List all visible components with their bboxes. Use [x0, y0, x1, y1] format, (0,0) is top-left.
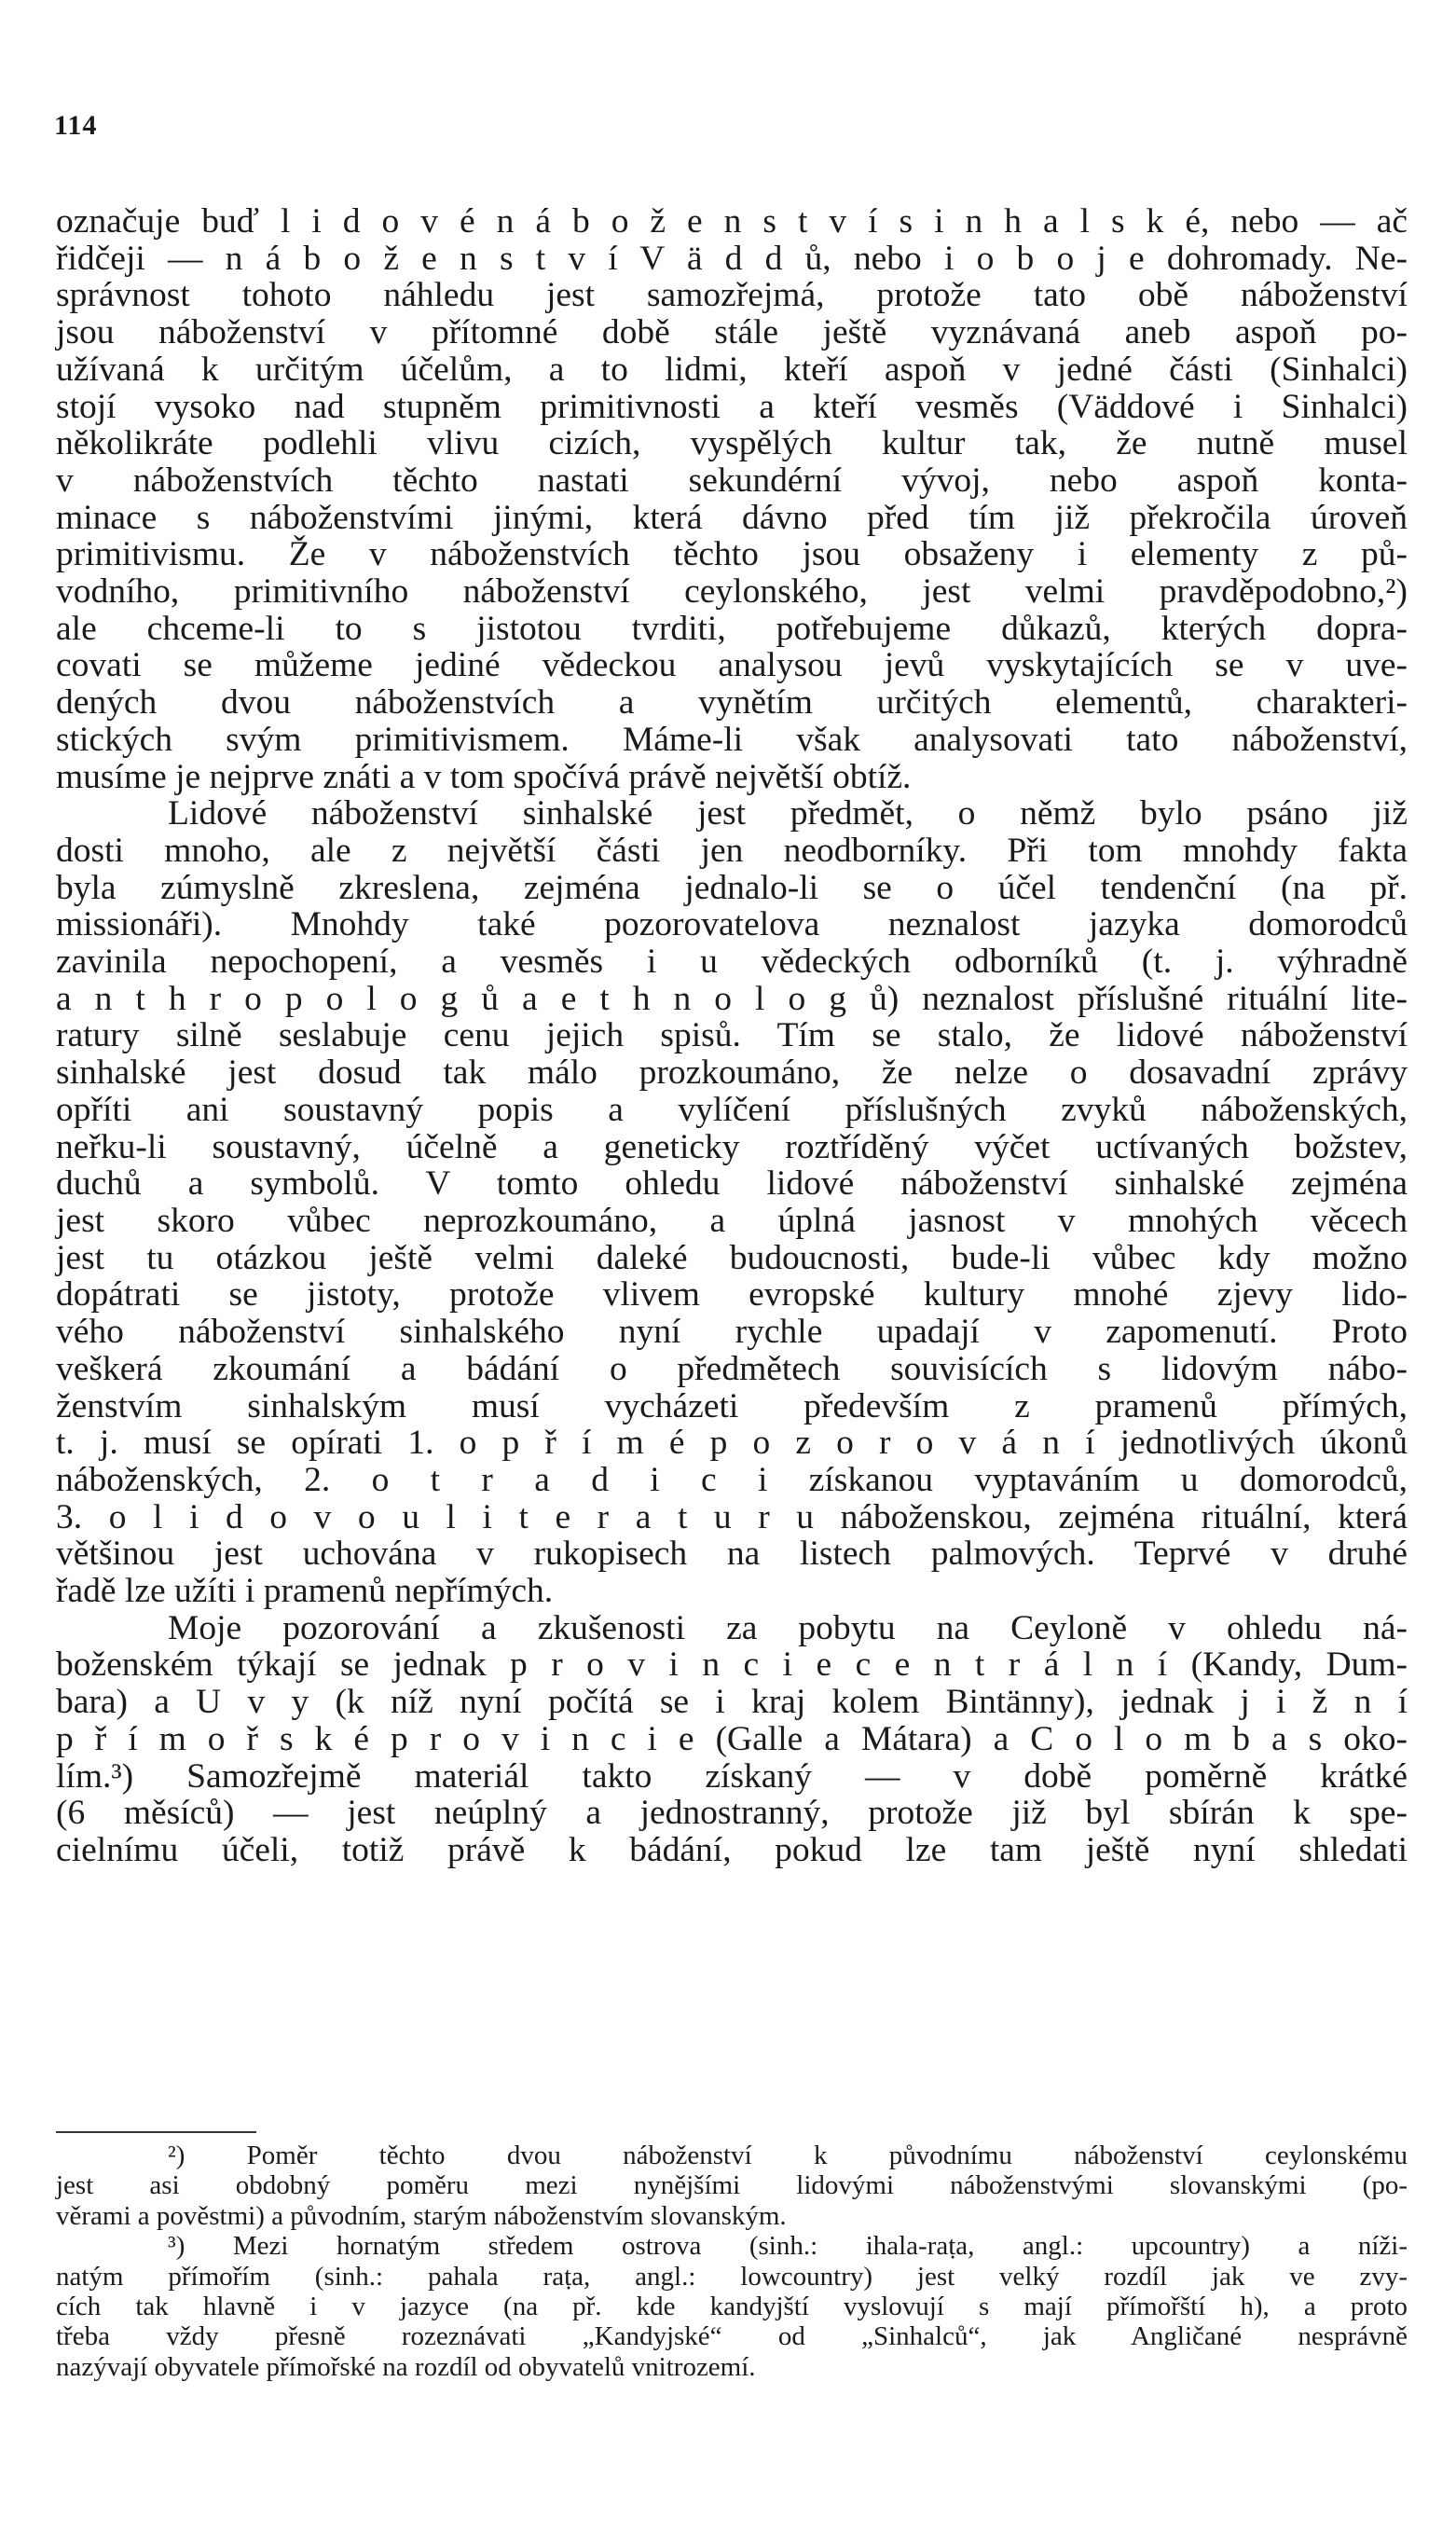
text-line: stojí vysoko nad stupněm primitivnosti a kteří vesměs (Väddové i Sinhalci) [56, 387, 1408, 426]
text-line: sinhalské jest dosud tak málo prozkoumáno, že nelze o dosavadní zprávy [56, 1053, 1408, 1093]
footnote-line: cích tak hlavně i v jazyce (na př. kde kandyjští vyslovují s mají přímořští h), a proto [56, 2292, 1408, 2322]
text-line: ratury silně seslabuje cenu jejich spisů. Tím se stalo, že lidové náboženství [56, 1016, 1408, 1055]
body-text [56, 203, 1408, 1869]
footnote-line: ³) Mezi hornatým středem ostrova (sinh.: ihala-raṭa, angl.: upcountry) a níži- [168, 2231, 1408, 2262]
text-line: jsou náboženství v přítomné době stále ještě vyznávaná aneb aspoň po- [56, 313, 1408, 352]
footnote-line: natým přímořím (sinh.: pahala raṭa, angl.: lowcountry) jest velký rozdíl jak ve zvy- [56, 2261, 1408, 2292]
text-line: p ř í m o ř s k é p r o v i n c i e (Galle a Mátara) a C o l o m b a s oko- [56, 1719, 1408, 1758]
text-line: missionáři). Mnohdy také pozorovatelova neznalost jazyka domorodců [56, 905, 1408, 944]
text-line: řidčeji — n á b o ž e n s t v í V ä d d ů, nebo i o b o j e dohromady. Ne- [56, 239, 1408, 278]
text-line: označuje buď l i d o v é n á b o ž e n s t v í s i n h a l s k é, nebo — ač [56, 202, 1408, 241]
text-line: opříti ani soustavný popis a vylíčení příslušných zvyků náboženských, [56, 1090, 1408, 1129]
text-line: t. j. musí se opírati 1. o p ř í m é p o z o r o v á n í jednotlivých úkonů [56, 1424, 1408, 1463]
text-line: správnost tohoto náhledu jest samozřejmá, protože tato obě náboženství [56, 276, 1408, 315]
text-line: boženském týkají se jednak p r o v i n c i e c e n t r á l n í (Kandy, Dum- [56, 1645, 1408, 1685]
text-line: lím.³) Samozřejmě materiál takto získaný — v době poměrně krátké [56, 1756, 1408, 1796]
paragraph-start: Moje pozorování a zkušenosti za pobytu na Ceyloně v ohledu ná- [168, 1608, 1408, 1647]
text-line: dosti mnoho, ale z největší části jen neodborníky. Při tom mnohdy fakta [56, 831, 1408, 870]
text-line: veškerá zkoumání a bádání o předmětech souvisících s lidovým nábo- [56, 1349, 1408, 1388]
text-line: a n t h r o p o l o g ů a e t h n o l o g ů) neznalost příslušné rituální lite- [56, 979, 1408, 1018]
text-line: jest tu otázkou ještě velmi daleké budoucnosti, bude-li vůbec kdy možno [56, 1238, 1408, 1277]
footnote-line: třeba vždy přesně rozeznávati „Kandyjské“ od „Sinhalců“, jak Angličané nesprávně [56, 2321, 1408, 2352]
text-line: primitivismu. Že v náboženstvích těchto jsou obsaženy i elementy z pů- [56, 535, 1408, 574]
text-line: 3. o l i d o v o u l i t e r a t u r u náboženskou, zejména rituální, která [56, 1497, 1408, 1536]
footnote-separator [56, 2131, 256, 2133]
text-line: duchů a symbolů. V tomto ohledu lidové náboženství sinhalské zejména [56, 1164, 1408, 1204]
text-line: dopátrati se jistoty, protože vlivem evropské kultury mnohé zjevy lido- [56, 1275, 1408, 1315]
text-line: zavinila nepochopení, a vesměs i u vědeckých odborníků (t. j. výhradně [56, 943, 1408, 982]
text-line: minace s náboženstvími jinými, která dávno před tím již překročila úroveň [56, 498, 1408, 537]
footnote-line: ²) Poměr těchto dvou náboženství k původnímu náboženství ceylonskému [168, 2141, 1408, 2170]
text-line: byla zúmyslně zkreslena, zejména jednalo-li se o účel tendenční (na př. [56, 868, 1408, 907]
text-line: musíme je nejprve znáti a v tom spočívá právě největší obtíž. [56, 757, 912, 796]
text-line: stických svým primitivismem. Máme-li však analysovati tato náboženství, [56, 720, 1408, 759]
text-line: neřku-li soustavný, účelně a geneticky roztříděný výčet uctívaných božstev, [56, 1127, 1408, 1166]
text-line: náboženských, 2. o t r a d i c i získanou vyptaváním u domorodců, [56, 1460, 1408, 1499]
page-number: 114 [54, 110, 98, 141]
text-line: v náboženstvích těchto nastati sekundérní vývoj, nebo aspoň konta- [56, 461, 1408, 500]
footnotes [56, 2141, 1408, 2382]
text-line: dených dvou náboženstvích a vynětím určitých elementů, charakteri- [56, 683, 1408, 723]
text-line: jest skoro vůbec neprozkoumáno, a úplná jasnost v mnohých věcech [56, 1201, 1408, 1240]
text-line: covati se můžeme jediné vědeckou analysou jevů vyskytajících se v uve- [56, 646, 1408, 685]
footnote-line: jest asi obdobný poměru mezi nynějšími lidovými náboženstvými slovanskými (po- [56, 2170, 1408, 2201]
text-line: bara) a U v y (k níž nyní počítá se i kraj kolem Bintänny), jednak j i ž n í [56, 1683, 1408, 1722]
paragraph-start: Lidové náboženství sinhalské jest předmět, o němž bylo psáno již [168, 794, 1408, 833]
text-line: většinou jest uchována v rukopisech na listech palmových. Teprvé v druhé [56, 1535, 1408, 1574]
footnote-line: věrami a pověstmi) a původním, starým náboženstvím slovanským. [56, 2200, 787, 2231]
footnote-line: nazývají obyvatele přímořské na rozdíl od obyvatelů vnitrozemí. [56, 2351, 756, 2382]
text-line: užívaná k určitým účelům, a to lidmi, kteří aspoň v jedné části (Sinhalci) [56, 350, 1408, 389]
text-line: ale chceme-li to s jistotou tvrditi, potřebujeme důkazů, kterých dopra- [56, 609, 1408, 648]
text-line: (6 měsíců) — jest neúplný a jednostranný, protože již byl sbírán k spe- [56, 1794, 1408, 1833]
text-line: několikráte podlehli vlivu cizích, vyspělých kultur tak, že nutně musel [56, 424, 1408, 463]
text-line: vodního, primitivního náboženství ceylonského, jest velmi pravděpodobno,²) [56, 572, 1408, 612]
text-line: cielnímu účeli, totiž právě k bádání, pokud lze tam ještě nyní shledati [56, 1830, 1408, 1869]
text-line: ženstvím sinhalským musí vycházeti především z pramenů přímých, [56, 1386, 1408, 1425]
text-line: řadě lze užíti i pramenů nepřímých. [56, 1572, 554, 1611]
text-line: vého náboženství sinhalského nyní rychle upadají v zapomenutí. Proto [56, 1313, 1408, 1352]
